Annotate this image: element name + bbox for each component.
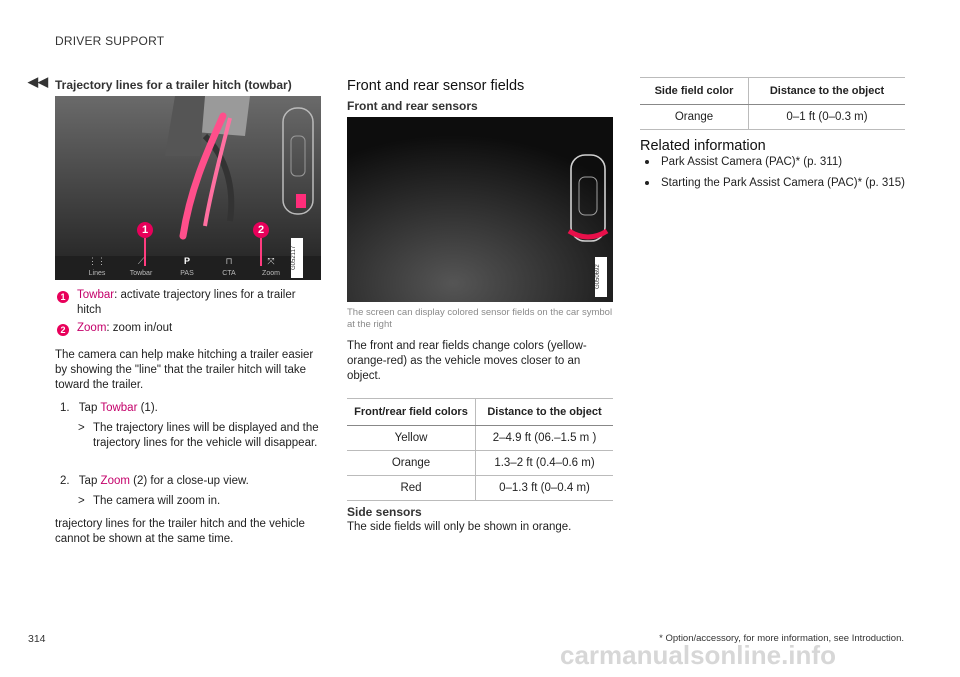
table-header: Front/rear field colors (347, 399, 476, 426)
table-row (347, 451, 613, 476)
callout-2: 2 (253, 222, 269, 238)
sensor-image-caption: The screen can display colored sensor fields on the car symbol at the right (347, 307, 613, 330)
bullet-icon (645, 181, 649, 185)
step-1 (60, 401, 320, 416)
bar-label-lines[interactable]: Lines (88, 270, 106, 277)
bar-label-zoom[interactable]: Zoom (262, 270, 280, 277)
side-sensors-body: The side fields will only be shown in orange. (347, 521, 572, 533)
table-header: Distance to the object (476, 399, 614, 426)
table-cell: Red (347, 476, 476, 501)
table-cell: 0–1.3 ft (0–0.4 m) (476, 476, 614, 501)
step-1-pre: Tap (78, 402, 101, 414)
legend-text-2: : zoom in/out (106, 322, 173, 334)
bar-label-towbar[interactable]: Towbar (129, 270, 153, 277)
sensor-body: The front and rear fields change colors (yellow-orange-red) as the vehicle moves closer to an object. (347, 340, 587, 382)
legend-text-1: : activate trajectory lines for a trailer hitch (77, 289, 296, 316)
section-heading-trailer: Trajectory lines for a trailer hitch (towbar) (55, 78, 292, 92)
page-header: DRIVER SUPPORT (55, 34, 165, 48)
legend-term-towbar: Towbar (77, 289, 115, 301)
related-link-2-text[interactable]: Starting the Park Assist Camera (PAC)* (p. 315) (661, 177, 905, 189)
step-2-result-marker: > (78, 495, 85, 507)
table-row (347, 476, 613, 501)
front-rear-subheading: Front and rear sensors (347, 99, 478, 113)
legend-term-zoom: Zoom (77, 322, 107, 334)
zoom-icon: ⤧ (267, 256, 275, 266)
step-1-result: The trajectory lines will be displayed and the trajectory lines for the vehicle will disappear. (93, 422, 319, 449)
front-rear-table (347, 398, 613, 501)
step-1-result-marker: > (78, 422, 85, 434)
step-1-post: (1). (137, 402, 158, 414)
side-table (640, 77, 905, 130)
back-arrows-icon[interactable]: ◀◀ (28, 74, 48, 89)
bullet-icon (645, 160, 649, 164)
bar-label-pas[interactable]: PAS (180, 270, 194, 277)
image-code: G052117 (291, 238, 303, 278)
step-2-term: Zoom (100, 475, 130, 487)
sensor-image-code: G050692 (595, 257, 607, 297)
table-cell: Orange (640, 105, 749, 130)
step-2-result: The camera will zoom in. (93, 495, 221, 507)
table-row (640, 105, 905, 130)
related-link-1[interactable] (645, 155, 905, 170)
step-2-number: 2. (60, 475, 70, 487)
towbar-icon: ⟋ (137, 256, 145, 266)
table-header: Distance to the object (749, 78, 906, 105)
legend-item-2 (77, 321, 321, 336)
sensor-fields-heading: Front and rear sensor fields (347, 78, 525, 94)
related-link-2[interactable] (645, 176, 921, 191)
sensor-image (347, 117, 613, 302)
side-sensors-heading: Side sensors (347, 505, 422, 519)
table-cell: Yellow (347, 426, 476, 451)
page-number: 314 (28, 633, 46, 645)
step-2-post: (2) for a close-up view. (129, 475, 249, 487)
bar-label-cta[interactable]: CTA (222, 270, 236, 277)
step-2 (60, 474, 320, 489)
footer-note: * Option/accessory, for more information, see Introduction. (659, 633, 904, 644)
step-1-term: Towbar (100, 402, 138, 414)
legend-callout-2: 2 (57, 324, 69, 336)
related-link-1-text[interactable]: Park Assist Camera (PAC)* (p. 311) (661, 156, 843, 168)
watermark: carmanualsonline.info (560, 640, 836, 670)
parking-icon: P (183, 256, 190, 266)
related-heading: Related information (640, 138, 766, 154)
table-row (347, 426, 613, 451)
table-cell: 1.3–2 ft (0.4–0.6 m) (476, 451, 614, 476)
table-cell: 2–4.9 ft (06.–1.5 m ) (476, 426, 614, 451)
step-2-pre: Tap (78, 475, 101, 487)
table-cell: 0–1 ft (0–0.3 m) (749, 105, 906, 130)
table-cell: Orange (347, 451, 476, 476)
lines-icon: ⋮⋮ (88, 256, 106, 266)
note-paragraph: trajectory lines for the trailer hitch and the vehicle cannot be shown at the same time. (55, 518, 305, 545)
legend-callout-1: 1 (57, 291, 69, 303)
legend-item-1 (77, 288, 321, 318)
step-1-number: 1. (60, 402, 70, 414)
callout-1: 1 (137, 222, 153, 238)
intro-paragraph: The camera can help make hitching a trailer easier by showing the "line" that the trailer hitch will take toward the trailer. (55, 349, 314, 391)
table-header: Side field color (640, 78, 749, 105)
cta-icon: ⊓ (225, 256, 233, 266)
camera-image (55, 96, 321, 280)
